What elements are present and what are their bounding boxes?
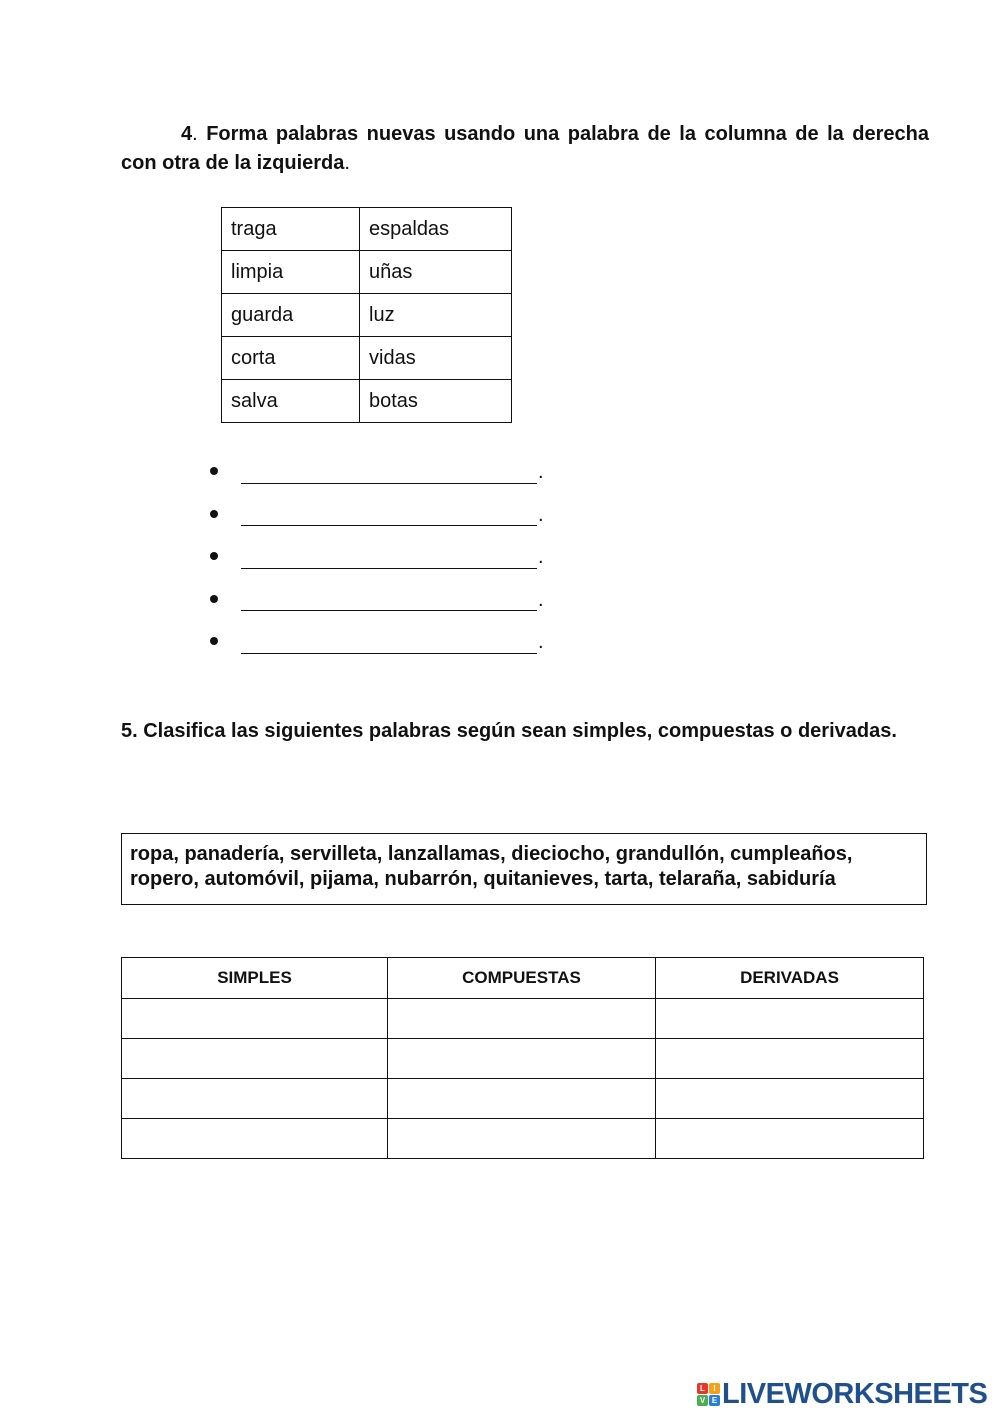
answer-item: [210, 536, 544, 579]
classification-cell[interactable]: [122, 1079, 388, 1119]
bullet-icon: [210, 637, 218, 645]
classification-cell[interactable]: [656, 1119, 924, 1159]
classification-cell[interactable]: [656, 1079, 924, 1119]
question-5-title: 5. Clasifica las siguientes palabras según sean simples, compuestas o derivadas.: [121, 720, 897, 742]
answer-item: [210, 494, 544, 537]
right-word-cell: botas: [360, 380, 512, 423]
classification-cell[interactable]: [122, 1039, 388, 1079]
left-word-cell: salva: [222, 380, 360, 423]
bullet-icon: [210, 467, 218, 475]
answer-item: [210, 579, 544, 622]
answer-list: [210, 451, 544, 664]
logo-text: LIVEWORKSHEETS: [722, 1378, 988, 1410]
answer-item: [210, 621, 544, 664]
classification-cell[interactable]: [388, 1039, 656, 1079]
question-4-number: 4: [181, 123, 193, 145]
bullet-icon: [210, 552, 218, 560]
answer-blank[interactable]: [241, 461, 537, 484]
logo-mark-icon: [697, 1383, 720, 1406]
word-pair-row: [222, 251, 512, 294]
classification-cell[interactable]: [388, 1119, 656, 1159]
classification-row: [122, 1039, 924, 1079]
right-word-cell: luz: [360, 294, 512, 337]
answer-period: .: [538, 631, 544, 654]
header-derivadas: DERIVADAS: [656, 958, 924, 999]
word-pair-row: [222, 208, 512, 251]
answer-period: .: [538, 461, 544, 484]
word-pair-row: [222, 294, 512, 337]
logo-mark-tile: L: [697, 1383, 708, 1394]
answer-period: .: [538, 588, 544, 611]
answer-period: .: [538, 503, 544, 526]
classification-cell[interactable]: [656, 999, 924, 1039]
left-word-cell: traga: [222, 208, 360, 251]
answer-period: .: [538, 546, 544, 569]
word-pair-row: [222, 337, 512, 380]
liveworksheets-logo: [697, 1378, 987, 1411]
logo-mark-tile: E: [709, 1395, 720, 1406]
classification-table: [121, 957, 924, 1159]
question-4-title: 4. Forma palabras nuevas usando una palabra de la columna de la derecha con otra de la izquierda.: [121, 123, 930, 174]
answer-blank[interactable]: [241, 503, 537, 526]
right-word-cell: espaldas: [360, 208, 512, 251]
classification-row: [122, 1119, 924, 1159]
bullet-icon: [210, 510, 218, 518]
word-bank-line: ropero, automóvil, pijama, nubarrón, quitanieves, tarta, telaraña, sabiduría: [130, 868, 836, 890]
classification-cell[interactable]: [656, 1039, 924, 1079]
left-word-cell: guarda: [222, 294, 360, 337]
classification-header-row: [122, 958, 924, 999]
right-word-cell: uñas: [360, 251, 512, 294]
answer-blank[interactable]: [241, 546, 537, 569]
word-pair-table: [221, 207, 512, 423]
classification-cell[interactable]: [122, 999, 388, 1039]
classification-row: [122, 999, 924, 1039]
classification-cell[interactable]: [388, 999, 656, 1039]
bullet-icon: [210, 595, 218, 603]
answer-item: [210, 451, 544, 494]
answer-blank[interactable]: [241, 631, 537, 654]
logo-mark-tile: I: [709, 1383, 720, 1394]
answer-blank[interactable]: [241, 588, 537, 611]
logo-mark-tile: V: [697, 1395, 708, 1406]
classification-row: [122, 1079, 924, 1119]
right-word-cell: vidas: [360, 337, 512, 380]
question-4-text: Forma palabras nuevas usando una palabra de la columna de la derecha con otra de la izquierda: [121, 123, 930, 174]
classification-cell[interactable]: [122, 1119, 388, 1159]
classification-cell[interactable]: [388, 1079, 656, 1119]
header-simples: SIMPLES: [122, 958, 388, 999]
word-bank-line: ropa, panadería, servilleta, lanzallamas, dieciocho, grandullón, cumpleaños,: [130, 843, 853, 865]
word-bank: [121, 833, 927, 905]
left-word-cell: limpia: [222, 251, 360, 294]
header-compuestas: COMPUESTAS: [388, 958, 656, 999]
word-pair-row: [222, 380, 512, 423]
left-word-cell: corta: [222, 337, 360, 380]
